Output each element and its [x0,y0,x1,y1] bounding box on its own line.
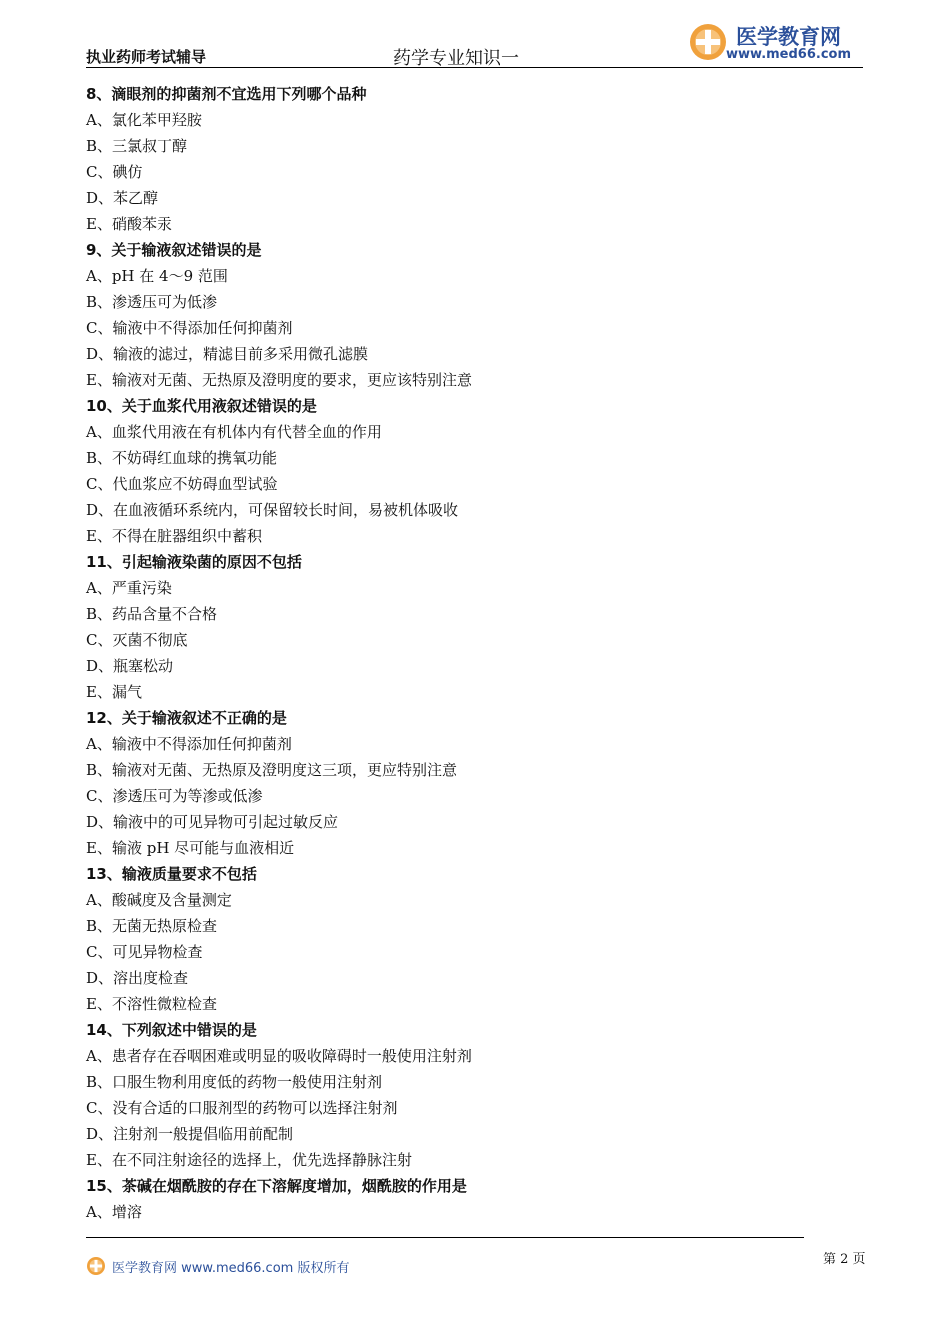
question-title: 10、关于血浆代用液叙述错误的是 [86,397,317,415]
option-e: E、输液对无菌、无热原及澄明度的要求，更应该特别注意 [86,371,472,389]
question-title: 11、引起输液染菌的原因不包括 [86,553,302,571]
option-a: A、酸碱度及含量测定 [86,891,232,909]
question-block [86,861,866,1017]
option-c: C、碘仿 [86,163,143,181]
logo-url: www.med66.com [726,47,852,62]
option-d: D、溶出度检查 [86,969,189,987]
option-a: A、严重污染 [86,579,172,597]
footer-brand-text: 医学教育网 www.med66.com 版权所有 [112,1260,350,1276]
question-block [86,1173,866,1225]
header-center-title: 药学专业知识一 [393,48,519,69]
option-b: B、不妨碍红血球的携氧功能 [86,449,278,467]
question-block [86,1017,866,1173]
question-title: 15、茶碱在烟酰胺的存在下溶解度增加，烟酰胺的作用是 [86,1177,467,1195]
page-number: 第 2 页 [823,1252,866,1267]
option-b: B、三氯叔丁醇 [86,137,188,155]
header-left-title: 执业药师考试辅导 [86,48,207,66]
option-e: E、硝酸苯汞 [86,215,172,233]
option-e: E、不得在脏器组织中蓄积 [86,527,262,545]
question-title: 12、关于输液叙述不正确的是 [86,709,287,727]
question-title: 14、下列叙述中错误的是 [86,1021,257,1039]
footer-logo-icon [86,1256,106,1276]
option-d: D、输液中的可见异物可引起过敏反应 [86,813,339,831]
option-a: A、血浆代用液在有机体内有代替全血的作用 [86,423,382,441]
option-e: E、不溶性微粒检查 [86,995,217,1013]
option-d: D、在血液循环系统内，可保留较长时间，易被机体吸收 [86,501,459,519]
question-block [86,549,866,705]
option-c: C、可见异物检查 [86,943,203,961]
logo-name: 医学教育网 [736,25,841,49]
option-e: E、在不同注射途径的选择上，优先选择静脉注射 [86,1151,412,1169]
question-title: 13、输液质量要求不包括 [86,865,257,883]
option-d: D、瓶塞松动 [86,657,174,675]
option-b: B、口服生物利用度低的药物一般使用注射剂 [86,1073,383,1091]
option-b: B、输液对无菌、无热原及澄明度这三项，更应特别注意 [86,761,458,779]
option-b: B、渗透压可为低渗 [86,293,218,311]
logo-cross-icon [688,22,728,62]
question-block [86,237,866,393]
option-c: C、灭菌不彻底 [86,631,188,649]
option-b: B、无菌无热原检查 [86,917,218,935]
option-a: A、pH 在 4～9 范围 [86,267,228,285]
option-d: D、注射剂一般提倡临用前配制 [86,1125,294,1143]
footer-divider [86,1237,804,1238]
question-list [86,81,866,1225]
option-b: B、药品含量不合格 [86,605,218,623]
question-block [86,393,866,549]
question-block [86,705,866,861]
option-a: A、患者存在吞咽困难或明显的吸收障碍时一般使用注射剂 [86,1047,472,1065]
header-divider [86,67,863,68]
option-d: D、输液的滤过，精滤目前多采用微孔滤膜 [86,345,369,363]
question-block [86,81,866,237]
question-title: 8、滴眼剂的抑菌剂不宜选用下列哪个品种 [86,85,367,103]
option-a: A、输液中不得添加任何抑菌剂 [86,735,292,753]
option-c: C、渗透压可为等渗或低渗 [86,787,263,805]
option-c: C、代血浆应不妨碍血型试验 [86,475,278,493]
option-d: D、苯乙醇 [86,189,159,207]
option-e: E、输液 pH 尽可能与血液相近 [86,839,295,857]
option-e: E、漏气 [86,683,142,701]
option-a: A、增溶 [86,1203,142,1221]
option-a: A、氯化苯甲羟胺 [86,111,202,129]
option-c: C、没有合适的口服剂型的药物可以选择注射剂 [86,1099,398,1117]
option-c: C、输液中不得添加任何抑菌剂 [86,319,293,337]
site-logo[interactable] [688,20,868,66]
footer-brand[interactable] [86,1255,349,1277]
question-title: 9、关于输液叙述错误的是 [86,241,262,259]
